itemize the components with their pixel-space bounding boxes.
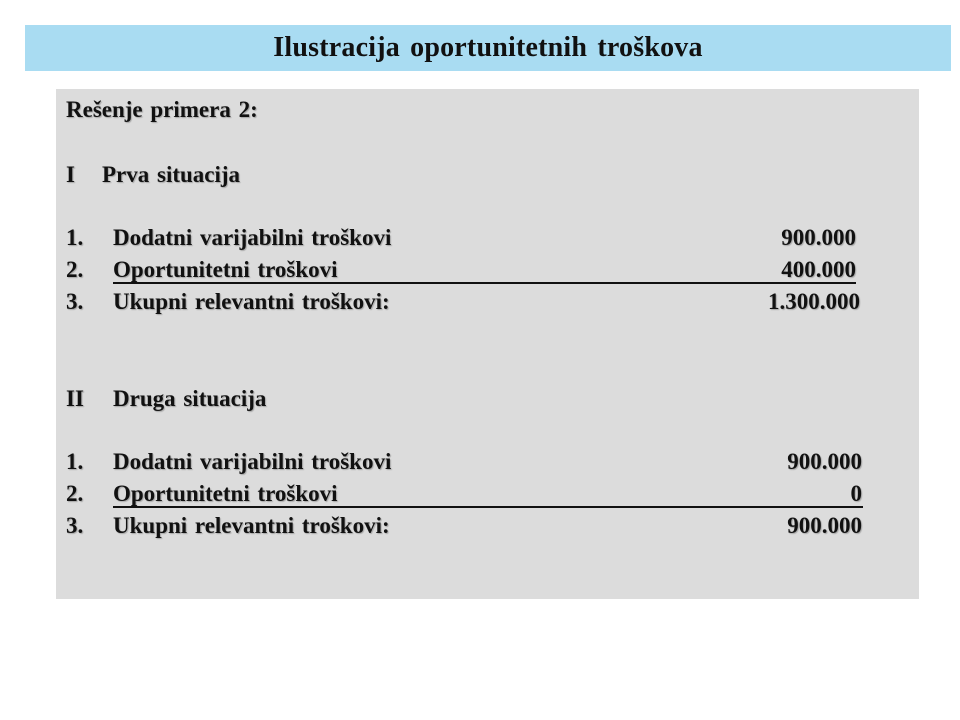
- slide-title: Ilustracija oportunitetnih troškova: [273, 32, 703, 63]
- section-1-numeral: I: [66, 162, 75, 187]
- solution-heading: Rešenje primera 2:: [66, 97, 258, 122]
- section-1-subtotal-rule: [113, 282, 856, 284]
- solution-panel: [56, 89, 919, 599]
- section-1-item-2-value: 400.000: [781, 257, 856, 282]
- section-1-item-2-num: 2.: [66, 257, 84, 282]
- section-2-item-3-value: 900.000: [787, 513, 862, 538]
- section-2-item-3-num: 3.: [66, 513, 84, 538]
- section-1-item-1-num: 1.: [66, 225, 84, 250]
- title-bar: [25, 25, 951, 71]
- section-2-item-1-num: 1.: [66, 449, 84, 474]
- section-2-item-3-label: Ukupni relevantni troškovi:: [113, 513, 390, 538]
- section-2-label: Druga situacija: [113, 386, 267, 411]
- section-1-item-3-label: Ukupni relevantni troškovi:: [113, 289, 390, 314]
- section-1-item-3-num: 3.: [66, 289, 84, 314]
- section-2-item-2-label: Oportunitetni troškovi: [113, 481, 338, 506]
- section-1-label: Prva situacija: [102, 162, 241, 187]
- section-2-item-1-value: 900.000: [787, 449, 862, 474]
- section-1-item-1-label: Dodatni varijabilni troškovi: [113, 225, 392, 250]
- section-2-numeral: II: [66, 386, 84, 411]
- section-2-item-1-label: Dodatni varijabilni troškovi: [113, 449, 392, 474]
- section-2-subtotal-rule: [113, 506, 863, 508]
- section-1-item-3-value: 1.300.000: [768, 289, 860, 314]
- section-2-item-2-num: 2.: [66, 481, 84, 506]
- section-1-item-1-value: 900.000: [781, 225, 856, 250]
- section-1-item-2-label: Oportunitetni troškovi: [113, 257, 338, 282]
- section-2-item-2-value: 0: [850, 481, 862, 506]
